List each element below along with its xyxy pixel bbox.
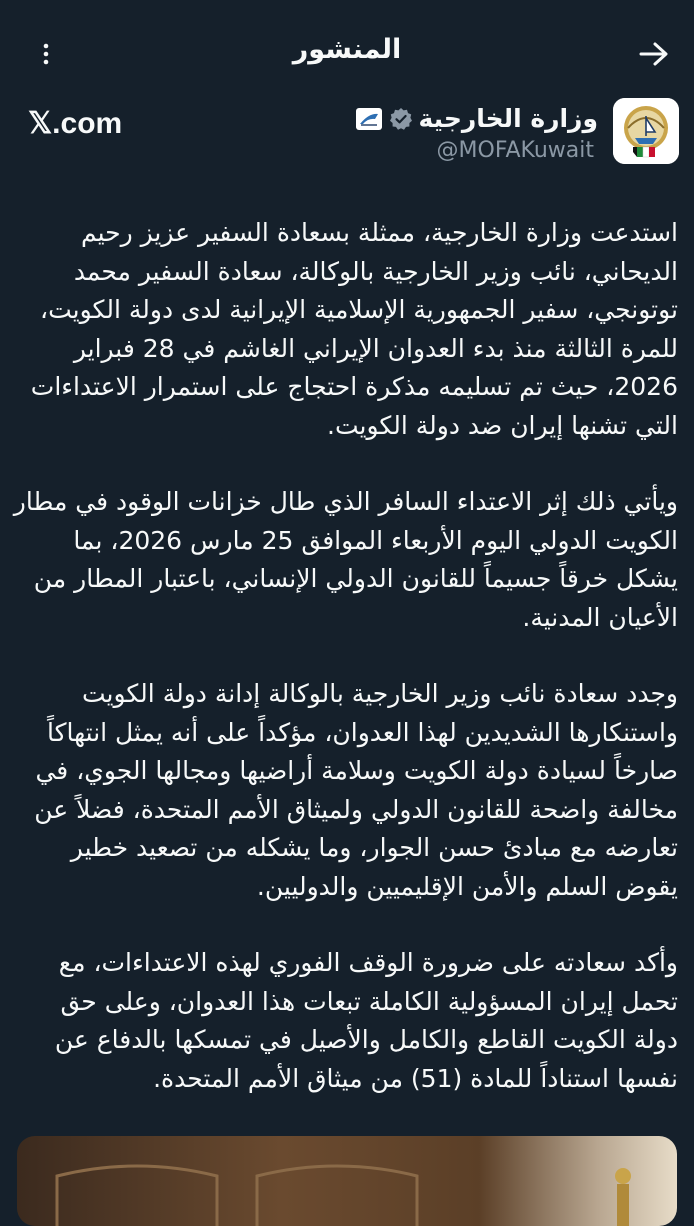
kuwait-emblem-icon [613,98,679,164]
post-paragraph-3: وجدد سعادة نائب وزير الخارجية بالوكالة إدانة دولة الكويت واستنكارها الشديدين لهذا العدوان، مؤكداً على أنه يمثل انتهاكاً صارخاً لسيادة دولة الكويت وسلامة أراضيها ومجالها الجوي، في مخالفة واضحة للقانون الدولي ولميثاق الأمم المتحدة، فضلاً عن تعارضه مع مبادئ حسن الجوار، وما يشكله من تصعيد خطير يقوض السلم والأمن الإقليميين والدوليين. [34,679,678,901]
media-photo-icon [17,1136,677,1226]
arrow-right-icon [639,41,669,67]
post-paragraph-4: وأكد سعادته على ضرورة الوقف الفوري لهذه الاعتداءات، مع تحمل إيران المسؤولية الكاملة تبعات هذا العدوان، وعلى حق دولة الكويت القاطع والكامل والأصيل في تمسكها بالدفاع عن نفسها استناداً للمادة (51) من ميثاق الأمم المتحدة. [54,948,678,1093]
verified-badge-icon [389,107,413,131]
avatar[interactable] [613,98,679,164]
post-paragraph-1: استدعت وزارة الخارجية، ممثلة بسعادة السفير عزيز رحيم الديحاني، نائب وزير الخارجية بالوكالة، سعادة السفير محمد توتونجي، سفير الجمهورية الإسلامية الإيرانية لدى دولة الكويت، للمرة الثالثة منذ بدء العدوان الإيراني الغاشم في 28 فبراير 2026، حيث تم تسليمه مذكرة احتجاج على استمرار الاعتداءات التي تشنها إيران ضد دولة الكويت. [30,218,678,440]
author-name-line [355,104,599,133]
author-handle[interactable]: @MOFAKuwait [436,138,594,163]
affiliate-badge-icon[interactable] [355,107,383,131]
back-button[interactable] [636,36,672,72]
x-com-label: 𝕏.com [28,107,123,140]
page-title: المنشور [292,34,402,65]
post-text [10,214,678,1136]
post-header [0,0,694,100]
post-media-image[interactable] [17,1136,677,1226]
author-name[interactable]: وزارة الخارجية [418,104,598,133]
post-paragraph-2: ويأتي ذلك إثر الاعتداء السافر الذي طال خزانات الوقود في مطار الكويت الدولي اليوم الأربعاء الموافق 25 مارس 2026، بما يشكل خرقاً جسيماً للقانون الدولي الإنساني، باعتبار المطار من الأعيان المدنية. [13,487,678,632]
